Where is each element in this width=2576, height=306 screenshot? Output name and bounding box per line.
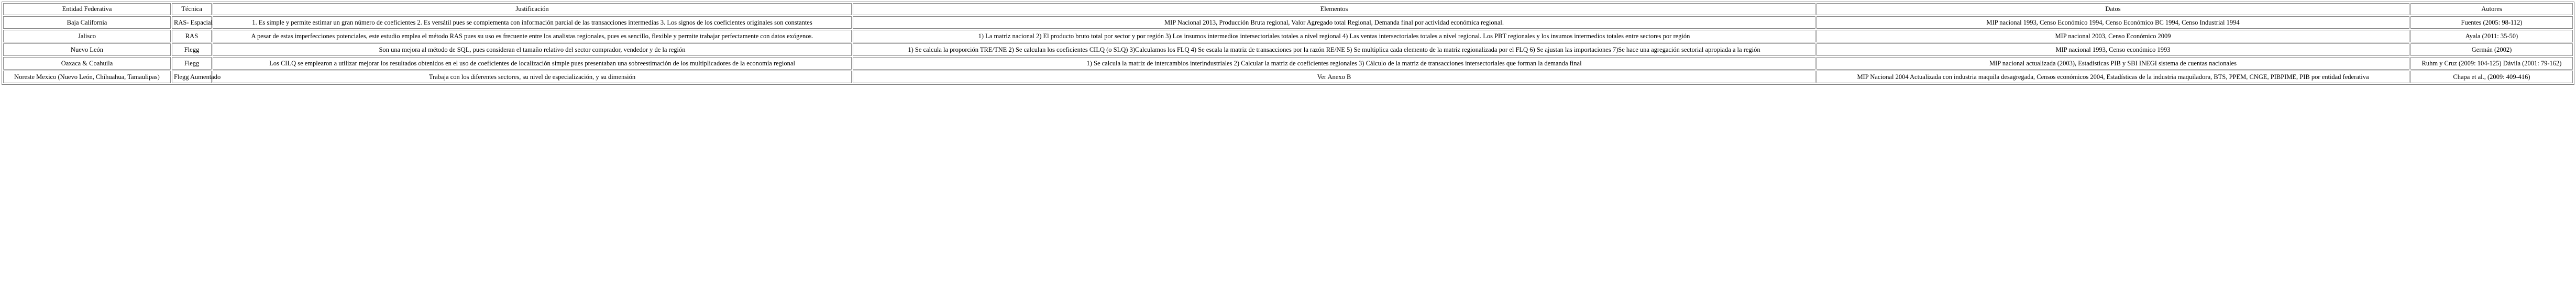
- cell-datos: MIP nacional 2003, Censo Económico 2009: [1817, 30, 2409, 42]
- table-row: [3, 71, 2573, 83]
- cell-justificacion: Trabaja con los diferentes sectores, su nivel de especialización, y su dimensión: [213, 71, 852, 83]
- comparison-table: [2, 2, 2574, 85]
- cell-entidad: Oaxaca & Coahuila: [3, 57, 171, 70]
- cell-entidad: Baja California: [3, 16, 171, 29]
- table-row: [3, 16, 2573, 29]
- header-entidad: Entidad Federativa: [3, 3, 171, 15]
- cell-datos: MIP nacional 1993, Censo Económico 1994, Censo Económico BC 1994, Censo Industrial 1994: [1817, 16, 2409, 29]
- header-tecnica: Técnica: [172, 3, 212, 15]
- cell-entidad: Jalisco: [3, 30, 171, 42]
- cell-autores: Chapa et al., (2009: 409-416): [2410, 71, 2573, 83]
- table-row: [3, 43, 2573, 56]
- table-row: [3, 57, 2573, 70]
- header-elementos: Elementos: [853, 3, 1815, 15]
- cell-tecnica: Flegg: [172, 43, 212, 56]
- cell-elementos: 1) La matriz nacional 2) El producto bruto total por sector y por región 3) Los insumos intermedios intersectoriales totales a nivel regional 4) Las ventas intersectoriales totales a nivel regional. Los PBT regionales y los insumos intermedios totales entre sectores por región: [853, 30, 1815, 42]
- cell-tecnica: Flegg: [172, 57, 212, 70]
- cell-entidad: Noreste Mexico (Nuevo León, Chihuahua, Tamaulipas): [3, 71, 171, 83]
- cell-elementos: 1) Se calcula la proporción TRE/TNE 2) Se calculan los coeficientes CILQ (o SLQ) 3)Calculamos los FLQ 4) Se escala la matriz de transacciones por la razón RE/NE 5) Se multiplica cada elemento de la matriz regionalizada por el FLQ 6) Se ajustan las importaciones 7)Se hace una agregación sectorial apropiada a la región: [853, 43, 1815, 56]
- cell-autores: Ayala (2011: 35-50): [2410, 30, 2573, 42]
- cell-elementos: MIP Nacional 2013, Producción Bruta regional, Valor Agregado total Regional, Demanda final por actividad económica regional.: [853, 16, 1815, 29]
- cell-tecnica: RAS: [172, 30, 212, 42]
- header-justificacion: Justificación: [213, 3, 852, 15]
- cell-tecnica: RAS- Espacial: [172, 16, 212, 29]
- cell-entidad: Nuevo León: [3, 43, 171, 56]
- cell-autores: Ruhm y Cruz (2009: 104-125) Dávila (2001: 79-162): [2410, 57, 2573, 70]
- table-row: [3, 30, 2573, 42]
- cell-datos: MIP nacional 1993, Censo económico 1993: [1817, 43, 2409, 56]
- cell-datos: MIP nacional actualizada (2003), Estadísticas PIB y SBI INEGI sistema de cuentas nacionales: [1817, 57, 2409, 70]
- cell-justificacion: 1. Es simple y permite estimar un gran número de coeficientes 2. Es versátil pues se complementa con información parcial de las transacciones intermedias 3. Los signos de los coeficientes originales son constantes: [213, 16, 852, 29]
- cell-autores: Fuentes (2005: 98-112): [2410, 16, 2573, 29]
- cell-datos: MIP Nacional 2004 Actualizada con industria maquila desagregada, Censos económicos 2004, Estadísticas de la industria maquiladora, BTS, PPEM, CNGE, PIBPIME, PIB por entidad federativa: [1817, 71, 2409, 83]
- cell-justificacion: Los CILQ se emplearon a utilizar mejorar los resultados obtenidos en el uso de coeficientes de localización simple pues presentaban una sobreestimación de los multiplicadores de la economía regional: [213, 57, 852, 70]
- table-header-row: [3, 3, 2573, 15]
- header-datos: Datos: [1817, 3, 2409, 15]
- cell-elementos: 1) Se calcula la matriz de intercambios interindustriales 2) Calcular la matriz de coeficientes regionales 3) Cálculo de la matriz de transacciones intersectoriales que forman la demanda final: [853, 57, 1815, 70]
- header-autores: Autores: [2410, 3, 2573, 15]
- cell-elementos: Ver Anexo B: [853, 71, 1815, 83]
- cell-tecnica: Flegg Aumentado: [172, 71, 212, 83]
- cell-autores: Germán (2002): [2410, 43, 2573, 56]
- cell-justificacion: A pesar de estas imperfecciones potenciales, este estudio emplea el método RAS pues su uso es frecuente entre los analistas regionales, pues es sencillo, flexible y permite trabajar perfectamente con datos exógenos.: [213, 30, 852, 42]
- cell-justificacion: Son una mejora al método de SQL, pues consideran el tamaño relativo del sector comprador, vendedor y de la región: [213, 43, 852, 56]
